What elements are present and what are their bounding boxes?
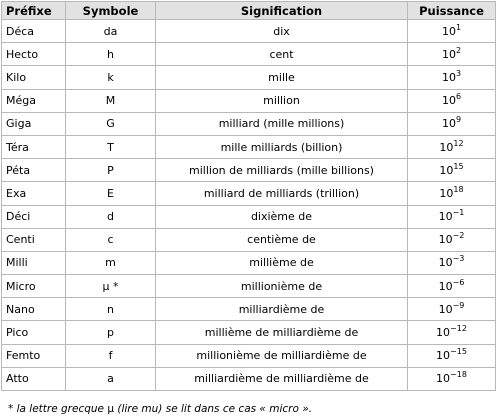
cell-prefix: Micro bbox=[2, 275, 66, 298]
cell-symbol: E bbox=[66, 182, 156, 205]
cell-prefix: Milli bbox=[2, 251, 66, 274]
power-base: 10 bbox=[438, 279, 453, 293]
table-row bbox=[2, 43, 496, 66]
footnote-text-before: * la lettre grecque bbox=[8, 403, 108, 415]
cell-symbol: μ * bbox=[66, 275, 156, 298]
power-base: 10 bbox=[436, 372, 451, 386]
header-symbol: Symbole bbox=[66, 2, 156, 20]
power-exponent: 2 bbox=[455, 45, 462, 55]
power-exponent: −9 bbox=[452, 300, 465, 310]
cell-power bbox=[408, 182, 496, 205]
table-row bbox=[2, 367, 496, 390]
power-base: 10 bbox=[438, 256, 453, 270]
cell-power bbox=[408, 367, 496, 390]
table-row bbox=[2, 135, 496, 158]
cell-meaning: milliard de milliards (trillion) bbox=[156, 182, 408, 205]
cell-meaning: milliard (mille millions) bbox=[156, 112, 408, 135]
power-exponent: −3 bbox=[452, 254, 465, 264]
header-meaning: Signification bbox=[156, 2, 408, 20]
cell-power bbox=[408, 344, 496, 367]
cell-meaning: mille milliards (billion) bbox=[156, 135, 408, 158]
cell-power bbox=[408, 43, 496, 66]
footnote bbox=[8, 403, 312, 415]
table-header-row bbox=[2, 2, 496, 20]
cell-symbol: a bbox=[66, 367, 156, 390]
cell-prefix: Péta bbox=[2, 159, 66, 182]
cell-meaning: dixième de bbox=[156, 205, 408, 228]
header-prefix: Préfixe bbox=[2, 2, 66, 20]
cell-prefix: Femto bbox=[2, 344, 66, 367]
power-exponent: 12 bbox=[453, 138, 464, 148]
power-base: 10 bbox=[436, 326, 451, 340]
cell-symbol: h bbox=[66, 43, 156, 66]
cell-prefix: Téra bbox=[2, 135, 66, 158]
power-base: 10 bbox=[441, 94, 456, 108]
cell-meaning: centième de bbox=[156, 228, 408, 251]
power-base: 10 bbox=[441, 47, 456, 61]
table-row bbox=[2, 182, 496, 205]
footnote-mu-symbol: μ bbox=[107, 403, 115, 415]
power-base: 10 bbox=[438, 210, 453, 224]
cell-meaning: millième de milliardième de bbox=[156, 321, 408, 344]
power-exponent: 15 bbox=[453, 161, 464, 171]
cell-symbol: G bbox=[66, 112, 156, 135]
power-base: 10 bbox=[438, 302, 453, 316]
cell-meaning: dix bbox=[156, 20, 408, 43]
cell-prefix: Atto bbox=[2, 367, 66, 390]
table-row bbox=[2, 205, 496, 228]
cell-prefix: Pico bbox=[2, 321, 66, 344]
cell-symbol: k bbox=[66, 66, 156, 89]
table-row bbox=[2, 321, 496, 344]
cell-meaning: millième de bbox=[156, 251, 408, 274]
table-row bbox=[2, 344, 496, 367]
cell-symbol: M bbox=[66, 89, 156, 112]
power-exponent: −18 bbox=[450, 370, 467, 380]
power-exponent: 1 bbox=[455, 22, 462, 32]
power-base: 10 bbox=[441, 24, 456, 38]
cell-power bbox=[408, 205, 496, 228]
power-base: 10 bbox=[441, 117, 456, 131]
table-row bbox=[2, 159, 496, 182]
power-exponent: −6 bbox=[452, 277, 465, 287]
power-base: 10 bbox=[439, 140, 454, 154]
cell-power bbox=[408, 66, 496, 89]
table-body bbox=[2, 20, 496, 391]
power-exponent: 18 bbox=[453, 184, 464, 194]
cell-power bbox=[408, 275, 496, 298]
cell-meaning: mille bbox=[156, 66, 408, 89]
cell-power bbox=[408, 159, 496, 182]
cell-symbol: m bbox=[66, 251, 156, 274]
cell-power bbox=[408, 112, 496, 135]
table-row bbox=[2, 228, 496, 251]
power-exponent: 9 bbox=[455, 115, 462, 125]
power-exponent: −1 bbox=[452, 208, 465, 218]
cell-power bbox=[408, 321, 496, 344]
power-exponent: −2 bbox=[452, 231, 465, 241]
cell-power bbox=[408, 135, 496, 158]
power-exponent: −15 bbox=[450, 347, 467, 357]
table-row bbox=[2, 275, 496, 298]
cell-meaning: million bbox=[156, 89, 408, 112]
cell-power bbox=[408, 298, 496, 321]
cell-prefix: Kilo bbox=[2, 66, 66, 89]
power-exponent: −12 bbox=[450, 324, 467, 334]
cell-prefix: Giga bbox=[2, 112, 66, 135]
cell-symbol: p bbox=[66, 321, 156, 344]
cell-symbol: da bbox=[66, 20, 156, 43]
cell-prefix: Nano bbox=[2, 298, 66, 321]
cell-power bbox=[408, 228, 496, 251]
cell-prefix: Centi bbox=[2, 228, 66, 251]
power-exponent: 3 bbox=[455, 68, 462, 78]
cell-meaning: milliardième de milliardième de bbox=[156, 367, 408, 390]
cell-prefix: Déci bbox=[2, 205, 66, 228]
cell-meaning: cent bbox=[156, 43, 408, 66]
cell-prefix: Hecto bbox=[2, 43, 66, 66]
cell-symbol: d bbox=[66, 205, 156, 228]
cell-symbol: P bbox=[66, 159, 156, 182]
cell-prefix: Déca bbox=[2, 20, 66, 43]
power-base: 10 bbox=[441, 70, 456, 84]
cell-power bbox=[408, 20, 496, 43]
table-row bbox=[2, 20, 496, 43]
power-base: 10 bbox=[439, 163, 454, 177]
table-row bbox=[2, 112, 496, 135]
table-row bbox=[2, 251, 496, 274]
si-prefix-table bbox=[1, 1, 496, 391]
cell-meaning: million de milliards (mille billions) bbox=[156, 159, 408, 182]
cell-symbol: f bbox=[66, 344, 156, 367]
table-row bbox=[2, 298, 496, 321]
header-power: Puissance bbox=[408, 2, 496, 20]
cell-power bbox=[408, 89, 496, 112]
table-row bbox=[2, 66, 496, 89]
cell-symbol: n bbox=[66, 298, 156, 321]
cell-symbol: c bbox=[66, 228, 156, 251]
cell-prefix: Exa bbox=[2, 182, 66, 205]
cell-meaning: milliardième de bbox=[156, 298, 408, 321]
footnote-text-after: (lire mu) se lit dans ce cas « micro ». bbox=[114, 403, 313, 415]
power-base: 10 bbox=[439, 186, 454, 200]
power-base: 10 bbox=[436, 349, 451, 363]
cell-meaning: millionième de milliardième de bbox=[156, 344, 408, 367]
power-exponent: 6 bbox=[455, 92, 462, 102]
cell-prefix: Méga bbox=[2, 89, 66, 112]
cell-power bbox=[408, 251, 496, 274]
power-base: 10 bbox=[438, 233, 453, 247]
table-row bbox=[2, 89, 496, 112]
cell-meaning: millionième de bbox=[156, 275, 408, 298]
cell-symbol: T bbox=[66, 135, 156, 158]
